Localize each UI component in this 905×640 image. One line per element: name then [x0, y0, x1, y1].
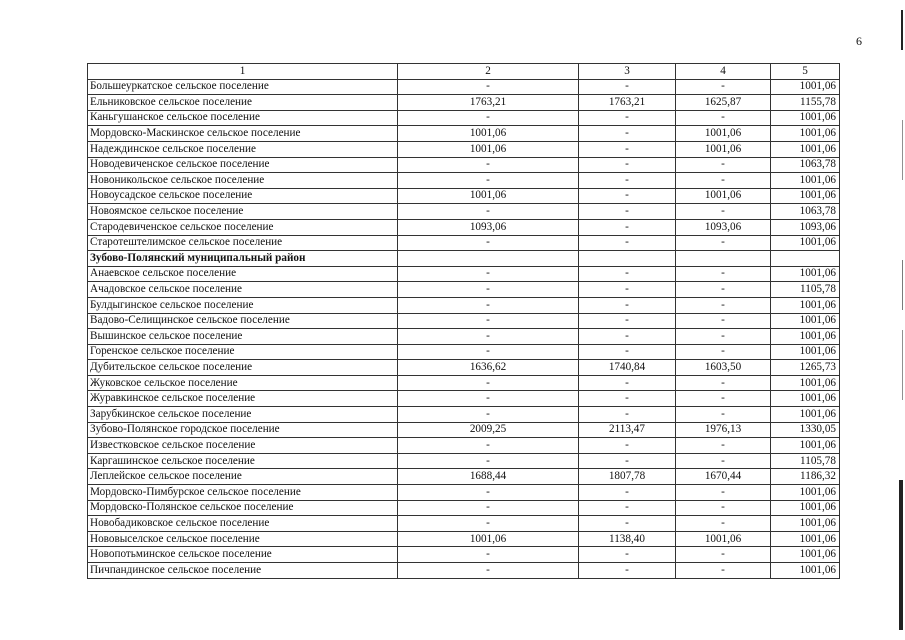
value-col2-cell: - — [398, 453, 579, 469]
table-row — [88, 531, 840, 547]
value-col5-cell: 1001,06 — [771, 188, 840, 204]
value-col4-cell: - — [676, 500, 771, 516]
table-row — [88, 500, 840, 516]
value-col4-cell: - — [676, 344, 771, 360]
table-row — [88, 110, 840, 126]
value-col5-cell: 1155,78 — [771, 95, 840, 111]
value-col3-cell: - — [579, 438, 676, 454]
value-col2-cell: - — [398, 235, 579, 251]
value-col2-cell: 1093,06 — [398, 219, 579, 235]
value-col2-cell: 1001,06 — [398, 141, 579, 157]
settlement-name-cell: Дубительское сельское поселение — [88, 360, 398, 376]
settlement-name-cell: Ачадовское сельское поселение — [88, 282, 398, 298]
table-row — [88, 375, 840, 391]
table-row — [88, 79, 840, 95]
value-col3-cell: - — [579, 500, 676, 516]
value-col3-cell: - — [579, 266, 676, 282]
value-col5-cell: 1001,06 — [771, 79, 840, 95]
settlement-name-cell: Мордовско-Маскинское сельское поселение — [88, 126, 398, 142]
value-col2-cell: - — [398, 79, 579, 95]
value-col5-cell: 1001,06 — [771, 375, 840, 391]
value-col2-cell: - — [398, 375, 579, 391]
table-row — [88, 344, 840, 360]
value-col2-cell: - — [398, 516, 579, 532]
settlement-name-cell: Зарубкинское сельское поселение — [88, 407, 398, 423]
district-header-row — [88, 251, 840, 267]
value-col4-cell: 1625,87 — [676, 95, 771, 111]
value-col3-cell: 1807,78 — [579, 469, 676, 485]
value-col5-cell: 1001,06 — [771, 344, 840, 360]
value-col4-cell: - — [676, 375, 771, 391]
value-col4-cell: - — [676, 297, 771, 313]
table-row — [88, 516, 840, 532]
value-col3-cell: - — [579, 110, 676, 126]
value-col3-cell: 1763,21 — [579, 95, 676, 111]
value-col2-cell: 1763,21 — [398, 95, 579, 111]
value-col2-cell: 2009,25 — [398, 422, 579, 438]
value-col4-cell: - — [676, 79, 771, 95]
column-header: 4 — [676, 64, 771, 80]
value-col4-cell: - — [676, 110, 771, 126]
table-row — [88, 141, 840, 157]
value-col5-cell: 1001,06 — [771, 485, 840, 501]
value-col3-cell: - — [579, 516, 676, 532]
value-col4-cell: - — [676, 266, 771, 282]
value-col5-cell: 1001,06 — [771, 500, 840, 516]
value-col5-cell: 1063,78 — [771, 204, 840, 220]
value-col3-cell: 1740,84 — [579, 360, 676, 376]
value-col3-cell: - — [579, 219, 676, 235]
settlement-name-cell: Новодевиченское сельское поселение — [88, 157, 398, 173]
table-row — [88, 453, 840, 469]
settlement-name-cell: Новоусадское сельское поселение — [88, 188, 398, 204]
settlement-name-cell: Новоямское сельское поселение — [88, 204, 398, 220]
value-col4-cell: - — [676, 204, 771, 220]
settlement-name-cell: Каргашинское сельское поселение — [88, 453, 398, 469]
value-col4-cell: 1603,50 — [676, 360, 771, 376]
value-col3-cell — [579, 251, 676, 267]
settlement-name-cell: Надеждинское сельское поселение — [88, 141, 398, 157]
value-col2-cell: - — [398, 407, 579, 423]
value-col5-cell: 1001,06 — [771, 531, 840, 547]
value-col2-cell: 1636,62 — [398, 360, 579, 376]
value-col5-cell: 1001,06 — [771, 110, 840, 126]
value-col4-cell: - — [676, 329, 771, 345]
value-col2-cell: - — [398, 438, 579, 454]
value-col2-cell: - — [398, 173, 579, 189]
value-col4-cell: 1976,13 — [676, 422, 771, 438]
settlement-name-cell: Вадово-Селищинское сельское поселение — [88, 313, 398, 329]
table-row — [88, 219, 840, 235]
value-col5-cell: 1001,06 — [771, 235, 840, 251]
value-col5-cell: 1265,73 — [771, 360, 840, 376]
table-row — [88, 438, 840, 454]
settlement-name-cell: Стародевиченское сельское поселение — [88, 219, 398, 235]
value-col4-cell: - — [676, 438, 771, 454]
table-row — [88, 188, 840, 204]
settlement-name-cell: Известковское сельское поселение — [88, 438, 398, 454]
value-col4-cell: - — [676, 391, 771, 407]
value-col3-cell: - — [579, 204, 676, 220]
value-col3-cell: - — [579, 407, 676, 423]
value-col3-cell: - — [579, 188, 676, 204]
value-col5-cell: 1001,06 — [771, 141, 840, 157]
settlement-name-cell: Новоникольское сельское поселение — [88, 173, 398, 189]
value-col2-cell: - — [398, 313, 579, 329]
value-col5-cell: 1001,06 — [771, 329, 840, 345]
value-col5-cell: 1001,06 — [771, 516, 840, 532]
value-col2-cell: - — [398, 110, 579, 126]
value-col5-cell: 1001,06 — [771, 126, 840, 142]
value-col5-cell: 1001,06 — [771, 297, 840, 313]
value-col4-cell — [676, 251, 771, 267]
value-col3-cell: - — [579, 235, 676, 251]
value-col3-cell: - — [579, 344, 676, 360]
settlement-name-cell: Журавкинское сельское поселение — [88, 391, 398, 407]
value-col2-cell: 1001,06 — [398, 531, 579, 547]
settlement-name-cell: Большеуркатское сельское поселение — [88, 79, 398, 95]
value-col5-cell: 1186,32 — [771, 469, 840, 485]
scan-edge-marks — [891, 0, 905, 640]
column-header: 5 — [771, 64, 840, 80]
value-col5-cell: 1001,06 — [771, 438, 840, 454]
settlement-name-cell: Пичпандинское сельское поселение — [88, 563, 398, 579]
value-col2-cell: - — [398, 157, 579, 173]
table-row — [88, 547, 840, 563]
settlement-name-cell: Ельниковское сельское поселение — [88, 95, 398, 111]
value-col4-cell: - — [676, 547, 771, 563]
table-row — [88, 313, 840, 329]
value-col2-cell: - — [398, 500, 579, 516]
value-col4-cell: - — [676, 485, 771, 501]
table-row — [88, 204, 840, 220]
table-row — [88, 157, 840, 173]
value-col5-cell: 1001,06 — [771, 313, 840, 329]
value-col3-cell: - — [579, 313, 676, 329]
table-row — [88, 563, 840, 579]
value-col3-cell: - — [579, 485, 676, 501]
value-col3-cell: - — [579, 391, 676, 407]
table-row — [88, 391, 840, 407]
value-col4-cell: - — [676, 282, 771, 298]
value-col4-cell: 1093,06 — [676, 219, 771, 235]
data-table — [87, 63, 840, 579]
settlement-name-cell: Горенское сельское поселение — [88, 344, 398, 360]
value-col4-cell: 1001,06 — [676, 188, 771, 204]
value-col5-cell: 1001,06 — [771, 563, 840, 579]
table-row — [88, 407, 840, 423]
value-col5-cell: 1001,06 — [771, 391, 840, 407]
value-col3-cell: - — [579, 79, 676, 95]
value-col3-cell: 1138,40 — [579, 531, 676, 547]
value-col3-cell: - — [579, 126, 676, 142]
value-col5-cell: 1105,78 — [771, 453, 840, 469]
value-col2-cell: - — [398, 282, 579, 298]
value-col4-cell: - — [676, 235, 771, 251]
table-row — [88, 469, 840, 485]
value-col2-cell: - — [398, 204, 579, 220]
value-col3-cell: - — [579, 329, 676, 345]
value-col4-cell: 1001,06 — [676, 141, 771, 157]
value-col4-cell: - — [676, 157, 771, 173]
value-col4-cell: - — [676, 173, 771, 189]
settlement-name-cell: Жуковское сельское поселение — [88, 375, 398, 391]
value-col4-cell: - — [676, 313, 771, 329]
table-row — [88, 126, 840, 142]
value-col4-cell: 1001,06 — [676, 126, 771, 142]
value-col3-cell: 2113,47 — [579, 422, 676, 438]
table-row — [88, 235, 840, 251]
value-col2-cell: - — [398, 329, 579, 345]
column-header: 1 — [88, 64, 398, 80]
value-col3-cell: - — [579, 563, 676, 579]
table-row — [88, 360, 840, 376]
value-col3-cell: - — [579, 547, 676, 563]
value-col4-cell: 1670,44 — [676, 469, 771, 485]
value-col5-cell: 1063,78 — [771, 157, 840, 173]
table-row — [88, 95, 840, 111]
settlement-name-cell: Зубово-Полянский муниципальный район — [88, 251, 398, 267]
value-col2-cell: - — [398, 547, 579, 563]
settlement-name-cell: Мордовско-Пимбурское сельское поселение — [88, 485, 398, 501]
table-row — [88, 422, 840, 438]
value-col2-cell — [398, 251, 579, 267]
value-col3-cell: - — [579, 375, 676, 391]
value-col3-cell: - — [579, 173, 676, 189]
settlement-name-cell: Мордовско-Полянское сельское поселение — [88, 500, 398, 516]
settlement-name-cell: Зубово-Полянское городское поселение — [88, 422, 398, 438]
column-header: 2 — [398, 64, 579, 80]
value-col3-cell: - — [579, 141, 676, 157]
table-row — [88, 329, 840, 345]
value-col5-cell: 1330,05 — [771, 422, 840, 438]
value-col2-cell: 1001,06 — [398, 188, 579, 204]
settlement-name-cell: Нововыселское сельское поселение — [88, 531, 398, 547]
settlement-name-cell: Вышинское сельское поселение — [88, 329, 398, 345]
value-col5-cell: 1093,06 — [771, 219, 840, 235]
settlement-name-cell: Каньгушанское сельское поселение — [88, 110, 398, 126]
value-col2-cell: - — [398, 297, 579, 313]
settlement-name-cell: Анаевское сельское поселение — [88, 266, 398, 282]
value-col3-cell: - — [579, 157, 676, 173]
column-header: 3 — [579, 64, 676, 80]
table-row — [88, 297, 840, 313]
value-col5-cell — [771, 251, 840, 267]
value-col4-cell: - — [676, 516, 771, 532]
table-header-row — [88, 64, 840, 80]
settlement-name-cell: Старотештелимское сельское поселение — [88, 235, 398, 251]
value-col2-cell: - — [398, 391, 579, 407]
value-col2-cell: - — [398, 266, 579, 282]
value-col4-cell: 1001,06 — [676, 531, 771, 547]
value-col3-cell: - — [579, 453, 676, 469]
value-col5-cell: 1001,06 — [771, 173, 840, 189]
value-col2-cell: - — [398, 485, 579, 501]
table-row — [88, 266, 840, 282]
value-col2-cell: - — [398, 563, 579, 579]
settlement-name-cell: Леплейское сельское поселение — [88, 469, 398, 485]
value-col3-cell: - — [579, 282, 676, 298]
value-col2-cell: 1001,06 — [398, 126, 579, 142]
value-col5-cell: 1001,06 — [771, 266, 840, 282]
settlement-name-cell: Булдыгинское сельское поселение — [88, 297, 398, 313]
settlement-name-cell: Новобадиковское сельское поселение — [88, 516, 398, 532]
table-row — [88, 485, 840, 501]
value-col2-cell: 1688,44 — [398, 469, 579, 485]
value-col3-cell: - — [579, 297, 676, 313]
value-col5-cell: 1001,06 — [771, 407, 840, 423]
value-col2-cell: - — [398, 344, 579, 360]
value-col4-cell: - — [676, 453, 771, 469]
table-row — [88, 282, 840, 298]
value-col5-cell: 1105,78 — [771, 282, 840, 298]
table-row — [88, 173, 840, 189]
value-col4-cell: - — [676, 407, 771, 423]
value-col5-cell: 1001,06 — [771, 547, 840, 563]
page-number: 6 — [856, 34, 862, 48]
settlement-name-cell: Новопотьминское сельское поселение — [88, 547, 398, 563]
value-col4-cell: - — [676, 563, 771, 579]
